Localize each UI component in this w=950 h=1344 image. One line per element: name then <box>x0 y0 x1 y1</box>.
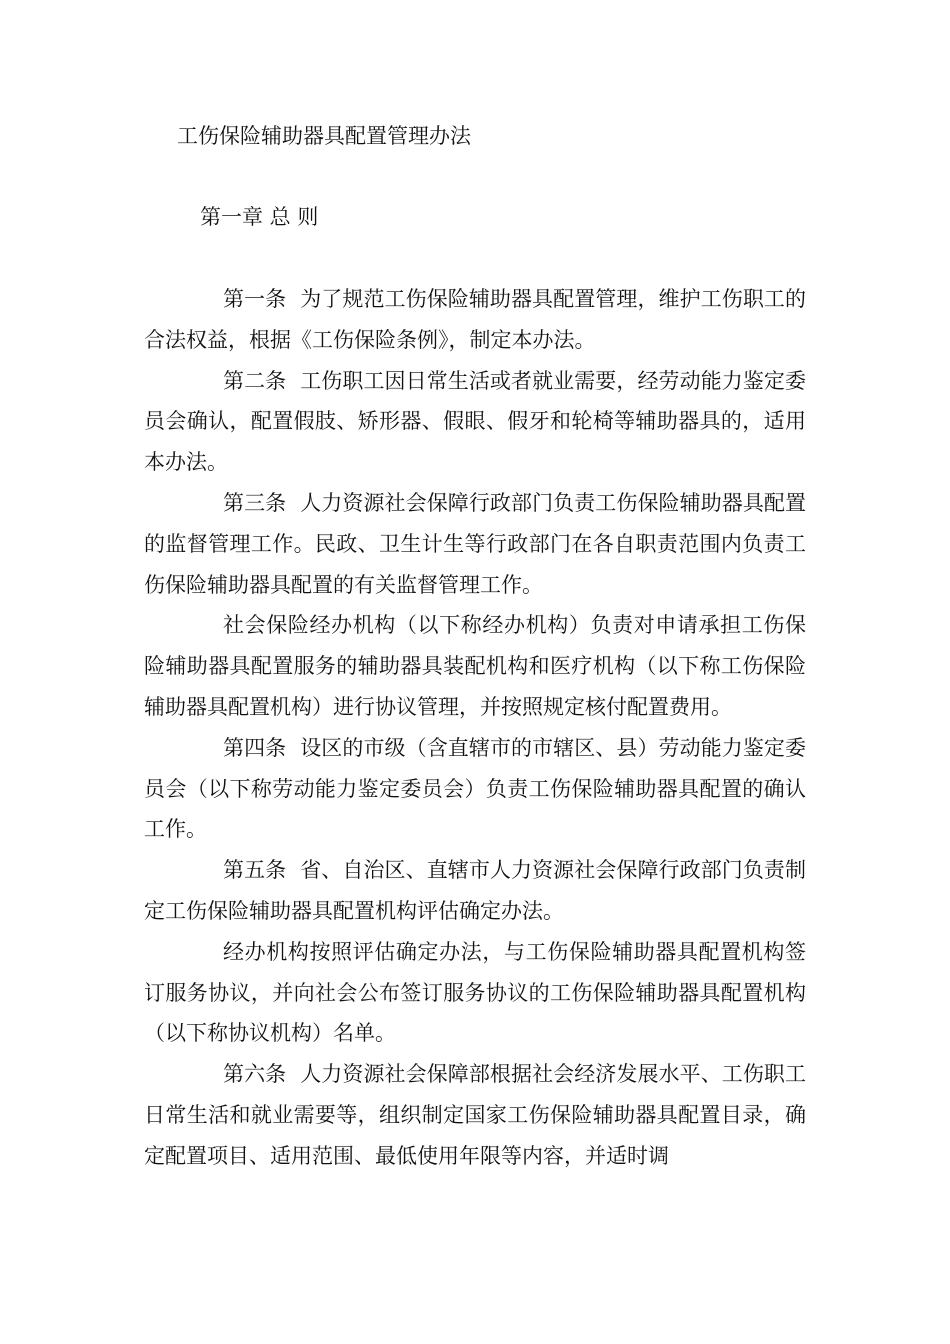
article-text: 为了规范工伤保险辅助器具配置管理，维护工伤职工的合法权益，根据《工伤保险条例》，制定本办法。 <box>144 287 807 352</box>
document-body <box>144 279 806 1177</box>
article-paragraph-1 <box>144 279 806 361</box>
article-text: 经办机构按照评估确定办法，与工伤保险辅助器具配置机构签订服务协议，并向社会公布签订服务协议的工伤保险辅助器具配置机构（以下称协议机构）名单。 <box>144 939 806 1046</box>
article-paragraph-3 <box>144 483 806 605</box>
article-number: 第一条 <box>223 287 287 311</box>
document-title: 工伤保险辅助器具配置管理办法 <box>177 124 471 148</box>
article-number: 第三条 <box>223 490 287 515</box>
article-text: 设区的市级（含直辖市的市辖区、县）劳动能力鉴定委员会（以下称劳动能力鉴定委员会）负责工伤保险辅助器具配置的确认工作。 <box>144 735 807 842</box>
article-text: 社会保险经办机构（以下称经办机构）负责对申请承担工伤保险辅助器具配置服务的辅助器具装配机构和医疗机构（以下称工伤保险辅助器具配置机构）进行协议管理，并按照规定核付配置费用。 <box>144 613 806 719</box>
article-text: 人力资源社会保障部根据社会经济发展水平、工伤职工日常生活和就业需要等，组织制定国家工伤保险辅助器具配置目录，确定配置项目、适用范围、最低使用年限等内容，并适时调 <box>144 1062 807 1168</box>
article-paragraph-6 <box>144 1054 806 1176</box>
chapter-heading: 第一章 总 则 <box>200 205 319 229</box>
article-text: 人力资源社会保障行政部门负责工伤保险辅助器具配置的监督管理工作。民政、卫生计生等行政部门在各自职责范围内负责工伤保险辅助器具配置的有关监督管理工作。 <box>144 490 807 597</box>
article-number: 第五条 <box>223 858 287 883</box>
article-number: 第四条 <box>223 735 287 760</box>
article-number: 第六条 <box>223 1062 287 1087</box>
article-paragraph-5-continued <box>144 932 806 1054</box>
article-paragraph-4 <box>144 728 806 850</box>
article-paragraph-5 <box>144 850 806 932</box>
article-text: 工伤职工因日常生活或者就业需要，经劳动能力鉴定委员会确认，配置假肢、矫形器、假眼、假牙和轮椅等辅助器具的，适用本办法。 <box>144 368 807 475</box>
article-paragraph-2 <box>144 361 806 483</box>
article-paragraph-3-continued <box>144 605 806 727</box>
article-text: 省、自治区、直辖市人力资源社会保障行政部门负责制定工伤保险辅助器具配置机构评估确定办法。 <box>144 858 807 923</box>
article-number: 第二条 <box>223 368 287 393</box>
